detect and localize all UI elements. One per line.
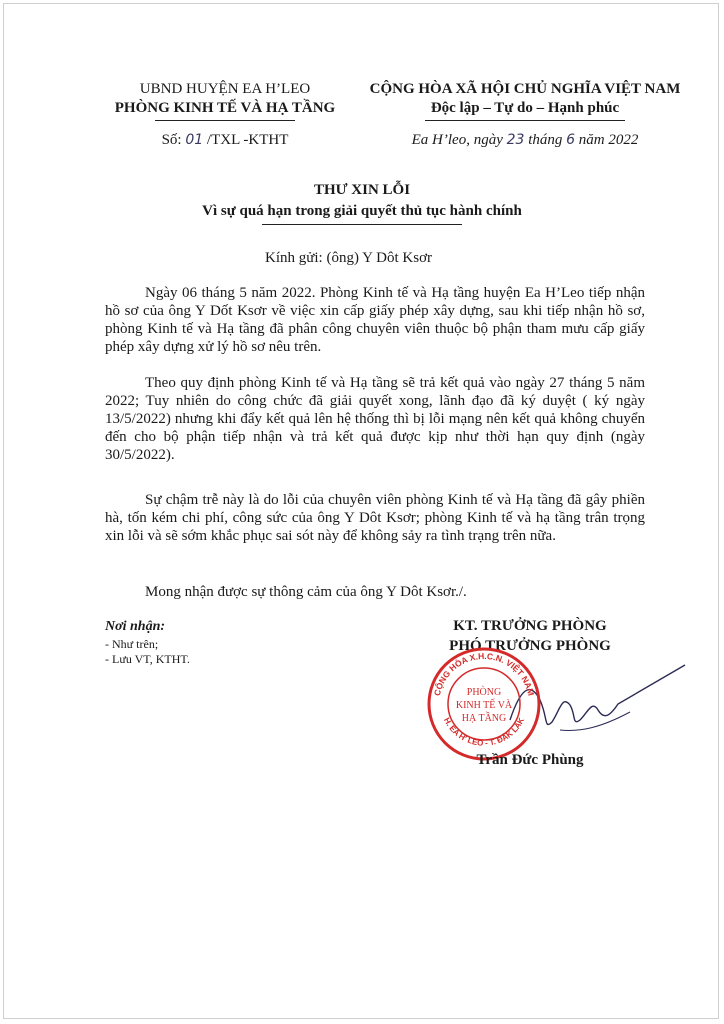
- date-month-label: tháng: [528, 132, 563, 148]
- date-place: Ea H’leo, ngày: [411, 132, 503, 148]
- document-subtitle: Vì sự quá hạn trong giải quyết thủ tục hành chính: [202, 203, 522, 219]
- seal-ring-top: CỘNG HÒA X.H.C.N. VIỆT NAM: [431, 650, 537, 697]
- date-year: năm 2022: [578, 132, 639, 148]
- recipients-title: Nơi nhận:: [105, 619, 166, 634]
- seal-ring-bottom: H. EA H' LEO - T. ĐẮK LẮK: [441, 716, 527, 748]
- signature-title-2: PHÓ TRƯỞNG PHÒNG: [449, 638, 611, 654]
- issuer-block: [90, 80, 360, 150]
- greeting: Kính gửi: (ông) Y Dôt Ksơr: [265, 250, 433, 266]
- issuer-department: PHÒNG KINH TẾ VÀ HẠ TẦNG: [114, 100, 336, 116]
- national-motto: Độc lập – Tự do – Hạnh phúc: [430, 100, 620, 116]
- number-prefix: Số:: [161, 132, 182, 148]
- body-paragraph-2: Theo quy định phòng Kinh tế và Hạ tầng sẽ trả kết quả vào ngày 27 tháng 5 năm 2022; Tuy nhiên do công chức đã giải quyết xong, lãnh đạo đã ký duyệt ( ký ngày 13/5/2022) nhưng khi đẩy kết quả lên hệ thống thì bị lỗi mạng nên kết quả không chuyển đến cho bộ phận tiếp nhận và trả kết quả được kịp như thời hạn quy định (ngày 30/5/2022).: [105, 375, 645, 463]
- motto-underline: [425, 120, 625, 121]
- seal-text-2: KINH TẾ VÀ: [455, 700, 513, 711]
- seal-text-1: PHÒNG: [466, 687, 502, 698]
- national-header: [345, 80, 705, 150]
- body-paragraph-3: Sự chậm trễ này là do lỗi của chuyên viên phòng Kinh tế và Hạ tầng đã gây phiền hà, tốn kém chi phí, công sức của ông Y Dôt Ksơr; phòng Kinh tế và hạ tầng trân trọng xin lỗi và sẽ sớm khắc phục sai sót này để không sảy ra tình trạng trên nữa.: [105, 492, 645, 544]
- seal-text-3: HẠ TẦNG: [461, 713, 507, 724]
- body-paragraph-1: Ngày 06 tháng 5 năm 2022. Phòng Kinh tế và Hạ tầng huyện Ea H’Leo tiếp nhận hồ sơ của ông Y Dốt Ksơr về việc xin cấp giấy phép xây dựng, sau khi tiếp nhận hồ sơ, phòng Kinh tế và Hạ tầng đã phân công chuyên viên thuộc bộ phận tham mưu cấp giấy phép xây dựng xử lý hồ sơ nêu trên.: [105, 285, 645, 355]
- date-day: 23: [506, 132, 525, 148]
- signature-underline-stroke: [560, 712, 630, 730]
- signer-name: Trần Đức Phùng: [476, 752, 584, 768]
- number-handwritten: 01: [185, 132, 204, 148]
- recipient-item: - Như trên;: [105, 637, 159, 651]
- document-title: THƯ XIN LỖI: [313, 182, 411, 198]
- signature-title-1: KT. TRƯỞNG PHÒNG: [453, 618, 607, 634]
- official-seal: [425, 645, 543, 763]
- document-number: [90, 131, 360, 150]
- date-month: 6: [566, 132, 576, 148]
- body-paragraph-4: Mong nhận được sự thông cảm của ông Y Dôt Ksơr./.: [145, 584, 467, 600]
- number-suffix: /TXL -KTHT: [206, 132, 289, 148]
- recipient-item: - Lưu VT, KTHT.: [105, 652, 190, 666]
- national-title: CỘNG HÒA XÃ HỘI CHỦ NGHĨA VIỆT NAM: [369, 81, 681, 97]
- subtitle-underline: [262, 224, 462, 225]
- issuer-district: UBND HUYỆN EA H’LEO: [139, 81, 311, 97]
- date-line: [345, 131, 705, 150]
- issuer-underline: [155, 120, 295, 121]
